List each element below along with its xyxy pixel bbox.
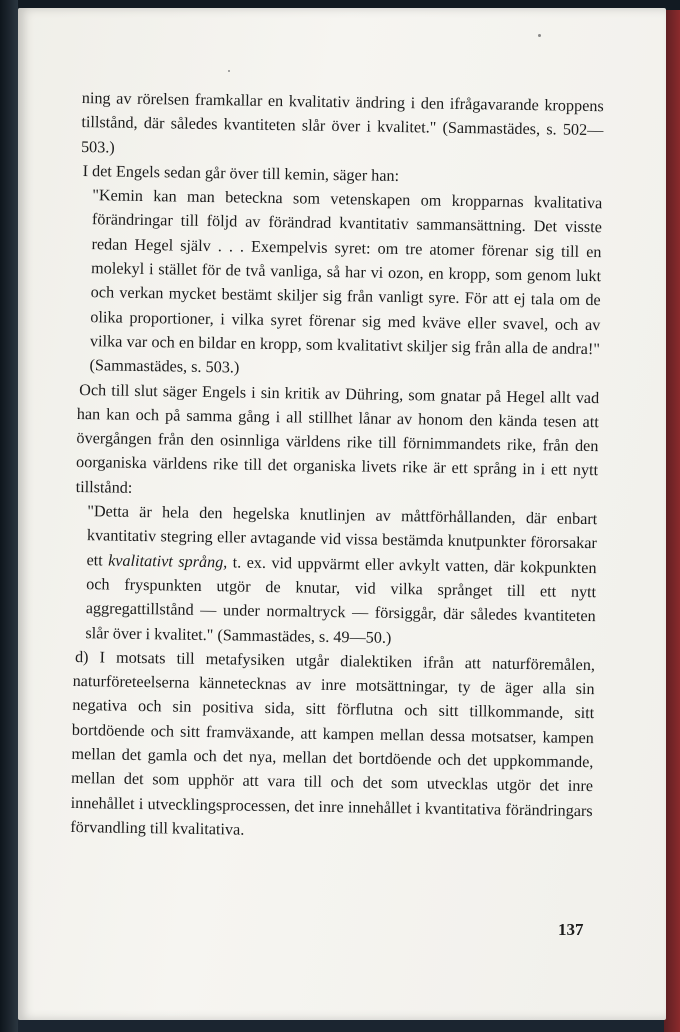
paragraph-continuation: ning av rörelsen framkallar en kvalitativ ändring i den ifrågavarande kroppens tillstånd, där således kvantiteten slår över i kvalitet." (Sammastädes, s. 502—503.) — [80, 88, 604, 157]
body-text — [70, 86, 604, 847]
paragraph-duhring: Och till slut säger Engels i sin kritik av Dühring, som gnatar på Hegel allt vad han kan och på samma gång i all stillhet lånar av honom den kända tesen att övergången från den osinnliga världens rike till förnimmandets rike, från den oorganiska världens rike till det organiska livets rike är ett språng in i ett nytt tillstånd: — [75, 380, 600, 497]
quote-hegel-knutlinje — [73, 499, 597, 653]
paragraph-engels-kemin: I det Engels sedan går över till kemin, säger han: — [82, 161, 400, 185]
book-cover-edge — [664, 10, 680, 1032]
quote-hegel-part-2: t. ex. vid uppvärmt eller avkylt vatten, där kokpunkten och fryspunkten utgör de knutar, vid vilka språnget till ett nytt aggregattillstånd — under normaltryck — försiggår, där således kvantiteten slår över i kvalitet." (Sammastädes, s. 49—50.) — [85, 552, 597, 647]
dust-speck — [538, 34, 541, 37]
paragraph-point-d: d) I motsats till metafysiken utgår dialektiken ifrån att naturföremålen, naturföreteelserna kännetecknas av inre motsättningar, ty de äger alla sin negativa och sin positiva sida, sitt förflutna och sitt tillkommande, sitt bortdöende och sitt framväxande, att kampen mellan dessa motsatser, kampen mellan det gamla och det nya, mellan det bortdöende och det uppkommande, mellan det som upphör att vara till och det som utvecklas utgör det inre innehållet i utvecklingsprocessen, det inre innehållet i kvantitativa förändringars förvandling till kvalitativa. — [70, 647, 596, 839]
book-page — [18, 8, 666, 1020]
dust-speck — [228, 70, 230, 72]
quote-hegel-part-1: "Detta är hela den hegelska knutlinjen av måttförhållanden, där enbart kvantitativ stegring eller avtagande vid vissa bestämda knutpunkter förorsakar ett — [86, 502, 598, 570]
quote-kemin: "Kemin kan man beteckna som vetenskapen om kropparnas kvalitativa förändringar till följd av förändrad kvantitativ sammansättning. Det visste redan Hegel själv . . . Exempelvis syret: om tre atomer förenar sig till en molekyl i stället för de två vanliga, så har vi ozon, en kropp, som genom lukt och verkan mycket bestämt skiljer sig från vanligt syre. För att ej tala om de olika proportioner, i vilka syret förenar sig med kväve eller svavel, och av vilka var och en bildar en kropp, som kvalitativt skiljer sig från alla de andra!" (Sammastädes, s. 503.) — [89, 186, 603, 377]
page-number: 137 — [558, 920, 584, 939]
quote-hegel-emphasis: kvalitativt språng, — [108, 551, 228, 571]
book-spine-shadow — [0, 0, 18, 1032]
